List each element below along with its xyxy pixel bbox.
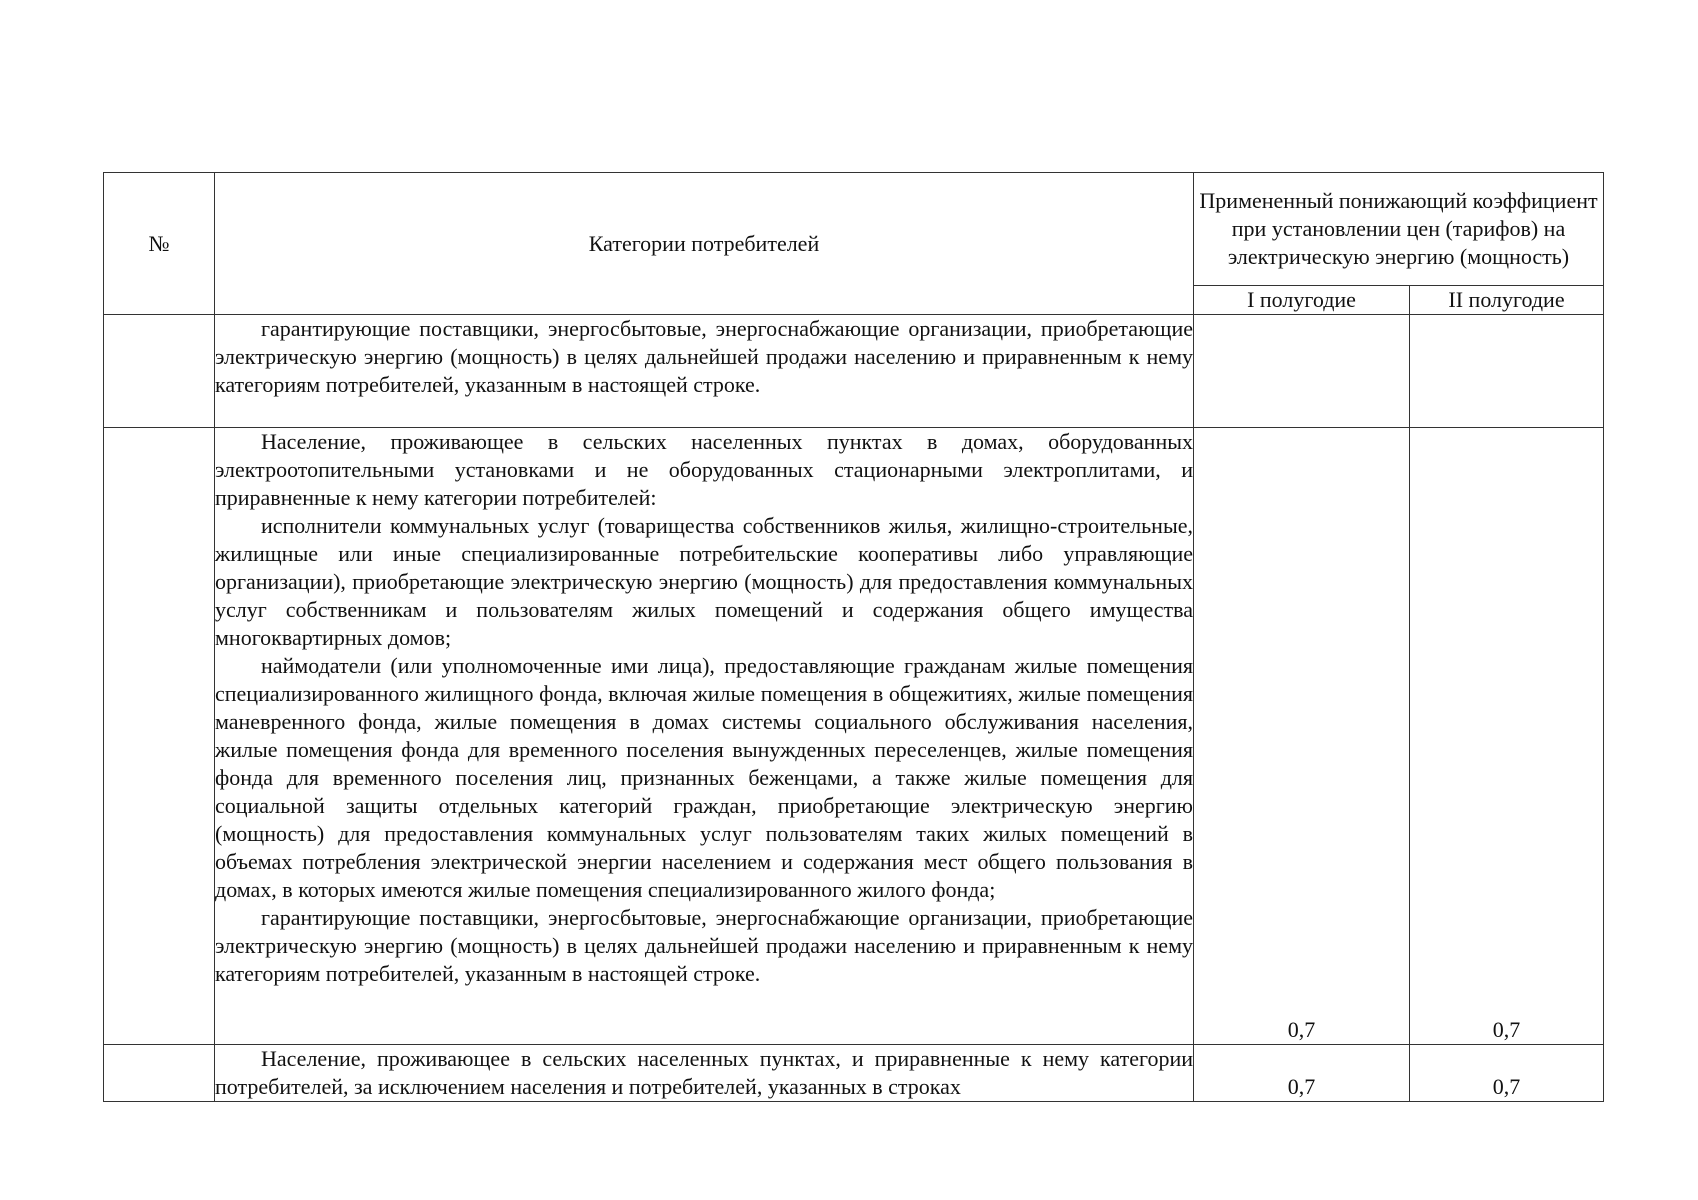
category-paragraph: наймодатели (или уполномоченные ими лица), предоставляющие гражданам жилые помещения специализированного жилищного фонда, включая жилые помещения в общежитиях, жилые помещения маневренного фонда, жилые помещения в домах системы социального обслуживания населения, жилые помещения фонда для временного поселения вынужденных переселенцев, жилые помещения фонда для временного поселения лиц, признанных беженцами, а также жилые помещения для социальной защиты отдельных категорий граждан, приобретающие электрическую энергию (мощность) для предоставления коммунальных услуг пользователям таких жилых помещений в объемах потребления электрической энергии населением и содержания мест общего пользования в домах, в которых имеются жилые помещения специализированного жилого фонда; [215,653,1193,902]
category-paragraph: гарантирующие поставщики, энергосбытовые, энергоснабжающие организации, приобретающие электрическую энергию (мощность) в целях дальнейшей продажи населению и приравненным к нему категориям потребителей, указанным в настоящей строке. [215,316,1193,397]
table-body [104,315,1604,1102]
row-number-cell [104,428,215,1045]
second-half-value [1410,315,1604,428]
first-half-value [1194,315,1410,428]
category-paragraph: Население, проживающее в сельских населенных пунктах в домах, оборудованных электроотопительными установками и не оборудованных стационарными электроплитами, и приравненные к нему категории потребителей: [215,429,1193,510]
header-number: № [104,173,215,315]
table-header [104,173,1604,315]
table-row [104,428,1604,1045]
row-category-cell [215,1045,1194,1102]
header-second-half-year: II полугодие [1410,286,1604,315]
table-row [104,1045,1604,1102]
header-reduction-coefficient: Примененный понижающий коэффициент при установлении цен (тарифов) на электрическую энергию (мощность) [1194,173,1604,286]
header-first-half-year: I полугодие [1194,286,1410,315]
row-number-cell [104,315,215,428]
header-consumer-category: Категории потребителей [215,173,1194,315]
row-category-cell [215,315,1194,428]
category-paragraph: Население, проживающее в сельских населенных пунктах, и приравненные к нему категории потребителей, за исключением населения и потребителей, указанных в строках [215,1046,1193,1099]
second-half-value: 0,7 [1410,1045,1604,1102]
category-paragraph: гарантирующие поставщики, энергосбытовые, энергоснабжающие организации, приобретающие электрическую энергию (мощность) в целях дальнейшей продажи населению и приравненным к нему категориям потребителей, указанным в настоящей строке. [215,905,1193,986]
row-number-cell [104,1045,215,1102]
second-half-value: 0,7 [1410,428,1604,1045]
category-paragraph: исполнители коммунальных услуг (товарищества собственников жилья, жилищно-строительные, жилищные или иные специализированные потребительские кооперативы либо управляющие организации), приобретающие электрическую энергию (мощность) для предоставления коммунальных услуг собственникам и пользователям жилых помещений и содержания общего имущества многоквартирных домов; [215,513,1193,650]
header-row [104,173,1604,286]
first-half-value: 0,7 [1194,1045,1410,1102]
row-category-cell [215,428,1194,1045]
tariff-coefficient-table [103,172,1604,1102]
table-row [104,315,1604,428]
first-half-value: 0,7 [1194,428,1410,1045]
